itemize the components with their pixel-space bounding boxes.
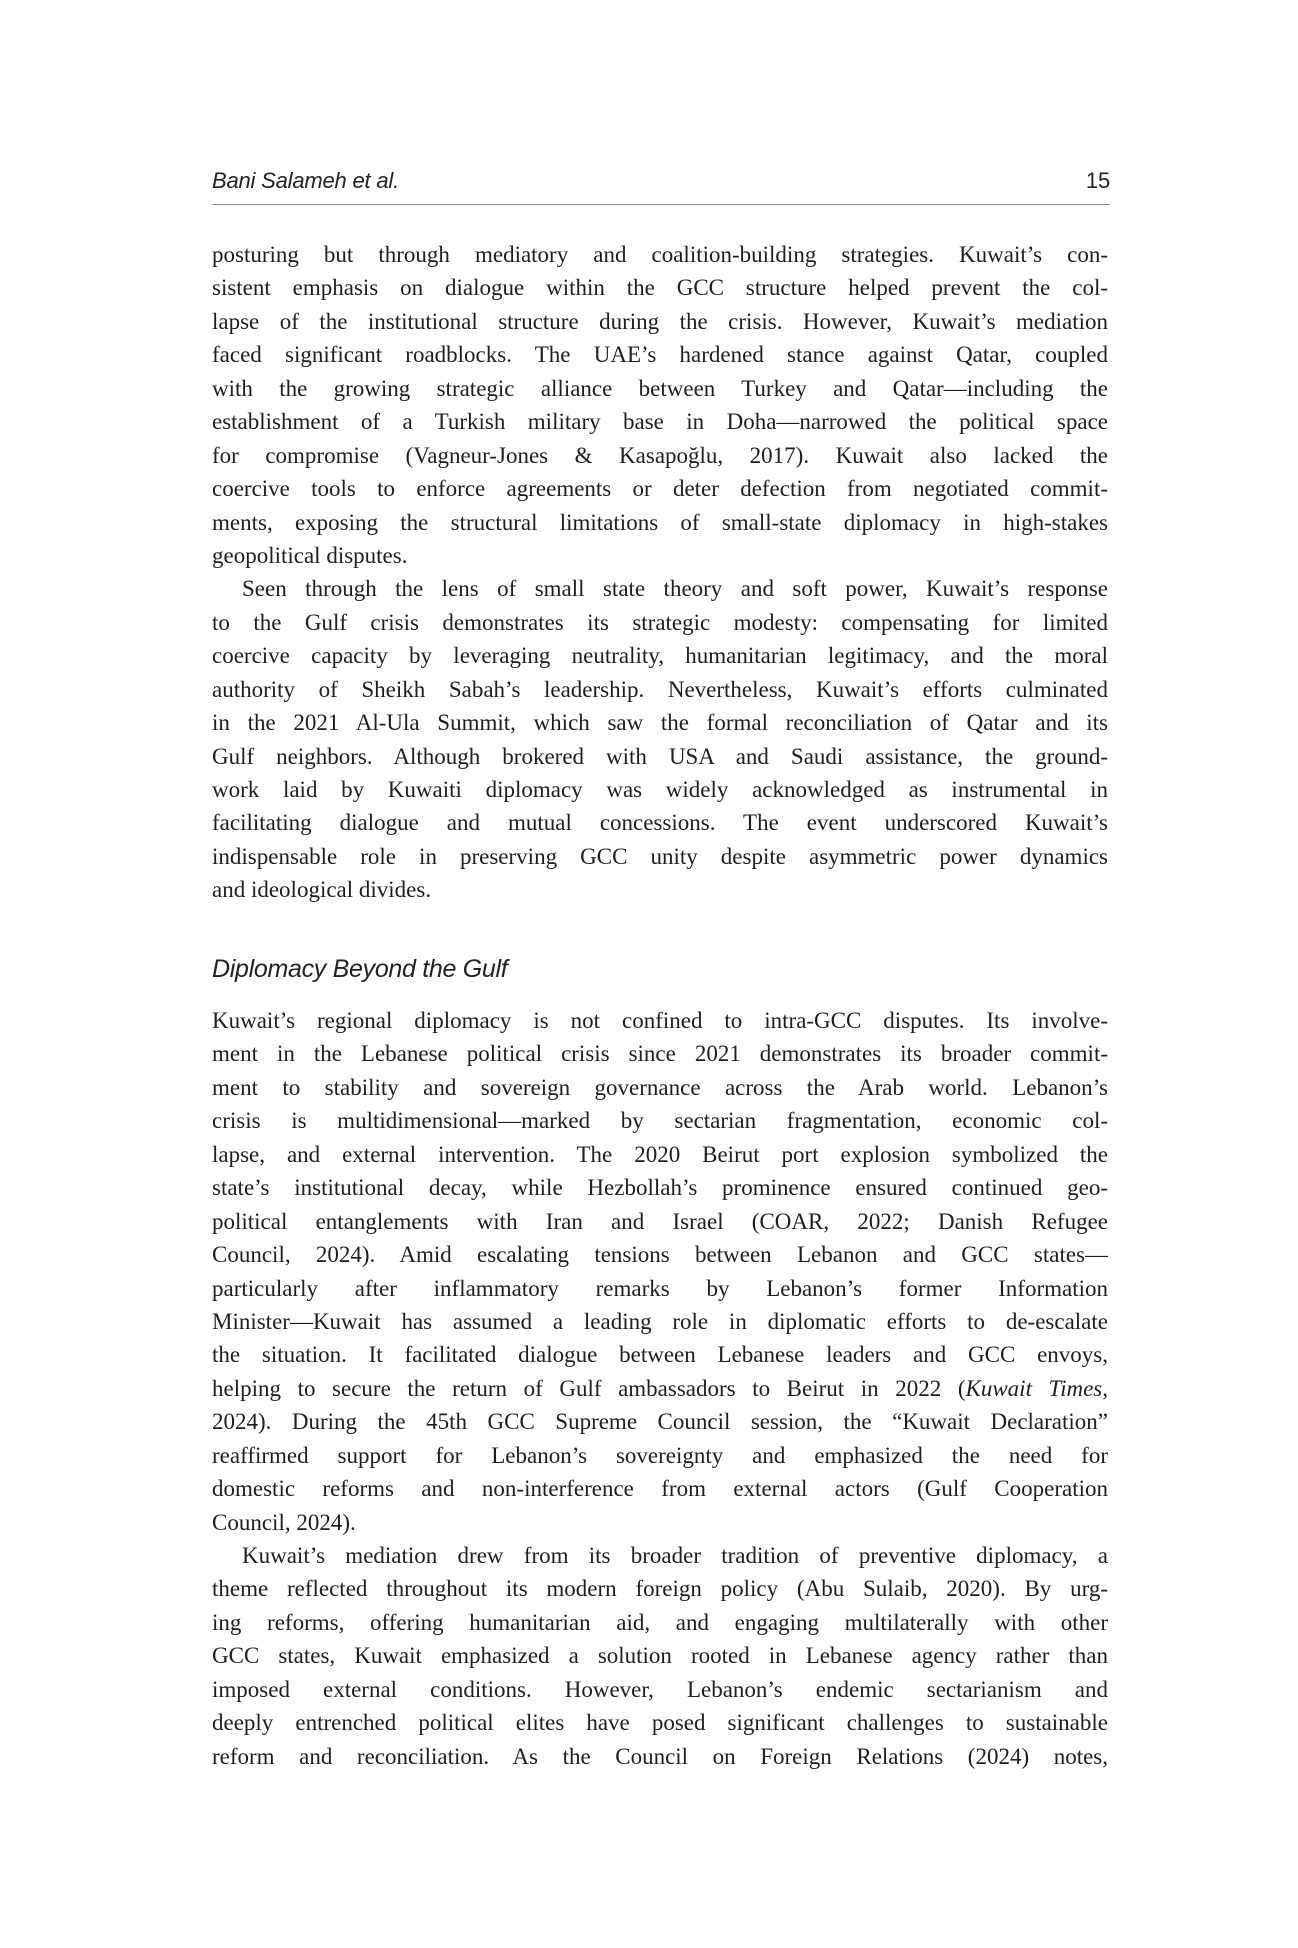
text-line: work laid by Kuwaiti diplomacy was widely acknowledged as instrumental in xyxy=(212,777,1108,802)
section-2-body xyxy=(212,1004,1108,1773)
italic-citation: Kuwait Times xyxy=(965,1375,1103,1401)
text-line: indispensable role in preserving GCC unity despite asymmetric power dynamics xyxy=(212,843,1108,869)
text-line: Minister—Kuwait has assumed a leading role in diplomatic efforts to de-escalate xyxy=(212,1308,1108,1334)
text-line: helping to secure the return of Gulf ambassadors to Beirut in 2022 (Kuwait Times, xyxy=(212,1375,1108,1401)
text-line: Kuwait’s regional diplomacy is not confined to intra-GCC disputes. Its involve- xyxy=(212,1008,1108,1033)
text-line: with the growing strategic alliance between Turkey and Qatar—including the xyxy=(212,375,1108,401)
text-line: ing reforms, offering humanitarian aid, and engaging multilaterally with other xyxy=(212,1609,1108,1635)
text-line: deeply entrenched political elites have posed significant challenges to sustainable xyxy=(212,1710,1108,1736)
page-number: 15 xyxy=(1085,168,1110,193)
text-line: facilitating dialogue and mutual concessions. The event underscored Kuwait’s xyxy=(212,810,1108,836)
section-heading: Diplomacy Beyond the Gulf xyxy=(212,955,508,983)
text-line: ment to stability and sovereign governance across the Arab world. Lebanon’s xyxy=(212,1074,1108,1100)
text-line: lapse of the institutional structure during the crisis. However, Kuwait’s mediation xyxy=(212,308,1108,334)
text-line: ments, exposing the structural limitations of small-state diplomacy in high-stakes xyxy=(212,509,1108,535)
text-line: domestic reforms and non-interference from external actors (Gulf Cooperation xyxy=(212,1476,1108,1502)
text-line: to the Gulf crisis demonstrates its strategic modesty: compensating for limited xyxy=(212,609,1108,635)
paragraph xyxy=(212,1539,1108,1773)
paragraph xyxy=(212,238,1108,572)
text-line: authority of Sheikh Sabah’s leadership. Nevertheless, Kuwait’s efforts culminated xyxy=(212,676,1108,702)
text-line: faced significant roadblocks. The UAE’s hardened stance against Qatar, coupled xyxy=(212,342,1108,368)
section-1-body xyxy=(212,238,1108,907)
text-line: Gulf neighbors. Although brokered with USA and Saudi assistance, the ground- xyxy=(212,743,1108,769)
text-line: particularly after inflammatory remarks by Lebanon’s former Information xyxy=(212,1275,1108,1301)
text-line: in the 2021 Al-Ula Summit, which saw the formal reconciliation of Qatar and its xyxy=(212,710,1108,736)
text-line: Council, 2024). xyxy=(212,1509,356,1535)
text-line: reform and reconciliation. As the Council on Foreign Relations (2024) notes, xyxy=(212,1743,1108,1769)
text-line: coercive capacity by leveraging neutrality, humanitarian legitimacy, and the moral xyxy=(212,643,1108,669)
text-line: Seen through the lens of small state theory and soft power, Kuwait’s response xyxy=(242,576,1108,602)
running-head xyxy=(212,168,1110,198)
text-line: and ideological divides. xyxy=(212,877,432,903)
text-line: lapse, and external intervention. The 2020 Beirut port explosion symbolized the xyxy=(212,1141,1108,1167)
text-line: Council, 2024). Amid escalating tensions between Lebanon and GCC states— xyxy=(212,1242,1108,1268)
text-line: coercive tools to enforce agreements or deter defection from negotiated commit- xyxy=(212,476,1108,502)
text-line: ment in the Lebanese political crisis since 2021 demonstrates its broader commit- xyxy=(212,1041,1108,1067)
text-line: posturing but through mediatory and coalition-building strategies. Kuwait’s con- xyxy=(212,242,1108,267)
text-line: for compromise (Vagneur-Jones & Kasapoğlu, 2017). Kuwait also lacked the xyxy=(212,442,1108,468)
text-line: crisis is multidimensional—marked by sectarian fragmentation, economic col- xyxy=(212,1108,1108,1134)
text-line: GCC states, Kuwait emphasized a solution rooted in Lebanese agency rather than xyxy=(212,1643,1108,1669)
text-line: political entanglements with Iran and Israel (COAR, 2022; Danish Refugee xyxy=(212,1208,1108,1234)
text-line: reaffirmed support for Lebanon’s sovereignty and emphasized the need for xyxy=(212,1442,1108,1468)
paragraph xyxy=(212,572,1108,906)
header-rule xyxy=(212,204,1110,205)
paragraph xyxy=(212,1004,1108,1539)
text-line: imposed external conditions. However, Lebanon’s endemic sectarianism and xyxy=(212,1676,1108,1702)
text-line: sistent emphasis on dialogue within the GCC structure helped prevent the col- xyxy=(212,275,1108,301)
text-line: geopolitical disputes. xyxy=(212,542,408,568)
text-line: 2024). During the 45th GCC Supreme Council session, the “Kuwait Declaration” xyxy=(212,1409,1108,1435)
text-line: Kuwait’s mediation drew from its broader tradition of preventive diplomacy, a xyxy=(242,1543,1108,1568)
running-head-authors: Bani Salameh et al. xyxy=(212,168,399,193)
text-line: theme reflected throughout its modern foreign policy (Abu Sulaib, 2020). By urg- xyxy=(212,1576,1108,1602)
text-line: establishment of a Turkish military base in Doha—narrowed the political space xyxy=(212,409,1108,435)
text-line: state’s institutional decay, while Hezbollah’s prominence ensured continued geo- xyxy=(212,1175,1108,1201)
text-line: the situation. It facilitated dialogue between Lebanese leaders and GCC envoys, xyxy=(212,1342,1108,1368)
